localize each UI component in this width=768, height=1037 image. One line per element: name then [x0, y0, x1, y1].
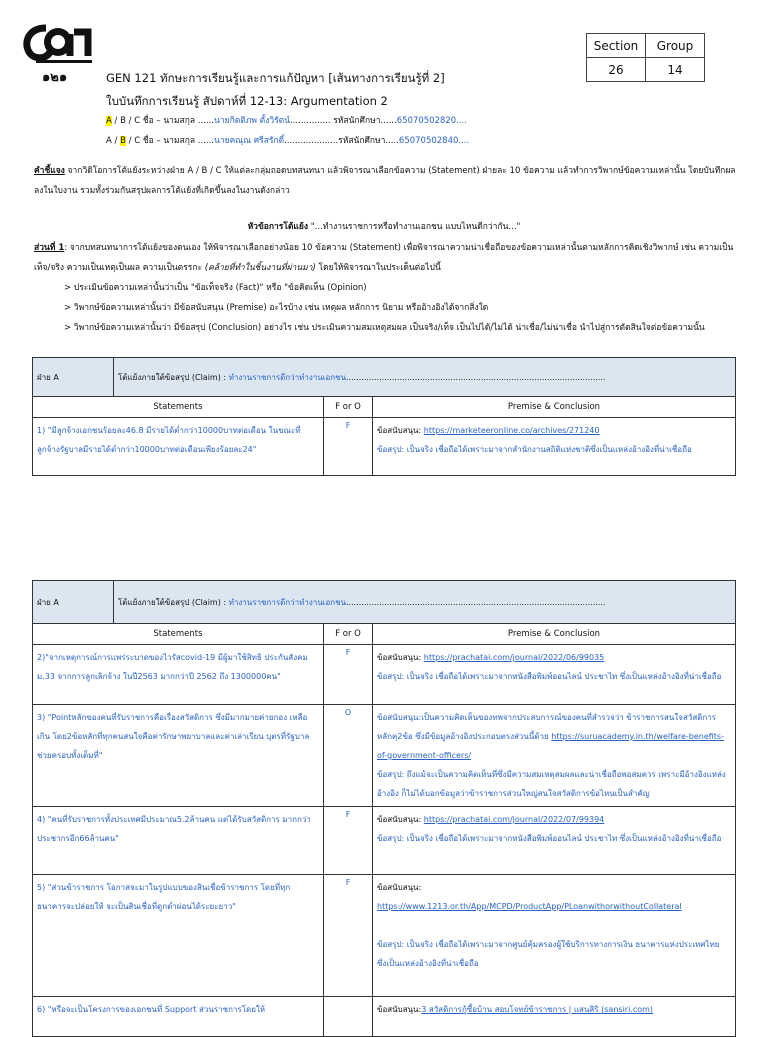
side-b-highlight: B	[120, 136, 126, 146]
table-row	[33, 997, 736, 1037]
group-label: Group	[646, 34, 705, 58]
claim-row: โต้แย้งภายใต้ข้อสรุป (Claim) : ทำงานราชการดีกว่าทำงานเอกชน......................................................................................................	[114, 581, 736, 624]
section-group-table	[586, 33, 705, 82]
statement-cell: 6) "หรือจะเป็นโครงการของเอกชนที่ Support ส่วนราชการโดยให้	[33, 997, 324, 1037]
table-row	[33, 875, 736, 997]
bullet-item: > ประเมินข้อความเหล่านั้นว่าเป็น "ข้อเท็จจริง (Fact)" หรือ "ข้อคิดเห็น (Opinion)	[64, 283, 367, 293]
instructions: คำชี้แจง จากวิดิโอการโต้แย้งระหว่างฝ่าย A / B / C ให้แต่ละกลุ่มถอดบทสนทนา แล้วพิจารณาเลือกข้อความ (Statement) ฝ่ายละ 10 ข้อความ แล้วทำการวิพากษ์ข้อความเหล่านั้น โดยบันทึกผลลงในใบงาน รวมทั้งร่วมกันสรุปผลการโต้แย้งที่เกิดขึ้นลงในงานดังกล่าว	[34, 166, 736, 196]
part-1-label: ส่วนที่ 1	[34, 243, 65, 253]
statement-cell: 5) "ส่วนข้าราชการ โอกาสจะมาในรูปแบบของสินเชื่อข้าราชการ โดยที่ทุก ธนาคารจะปล่อยให้ จะเป็นสินเชื่อที่ดูกต่ำผ่อนได้ระยะยาว"	[33, 875, 324, 997]
debate-topic: หัวข้อการโต้แย้ง "...ทำงานราชการหรือทำงานเอกชน แบบไหนดีกว่ากัน..."	[247, 222, 521, 232]
side-label: ฝ่าย A	[33, 581, 114, 624]
col-f-or-o: F or O	[324, 624, 373, 645]
col-premise-conclusion: Premise & Conclusion	[373, 624, 736, 645]
statement-cell: 3) "Pointหลักของคนที่รับราชการคือเรื่องสวัสดิการ ซึ่งมีมากมายค่ายกอง เหลือเกิน โดย2ข้อหลักที่ทุกคนสนใจคือค่ารักษาพยาบาลและค่าเล่าเรียน บุตรที่รัฐบาลช่วยครอบทั้งเต็มที่"	[33, 705, 324, 807]
table-row	[33, 705, 736, 807]
source-link[interactable]: https://prachatai.com/journal/2022/06/99035	[423, 653, 605, 662]
premise-cell: ข้อสนับสนุน: https://prachatai.com/journal/2022/07/99394 ข้อสรุป: เป็นจริง เชื่อถือได้เพราะมาจากหนังสือพิมพ์ออนไลน์ ประชาไท ซึ่งเป็นแหล่งอ้างอิงที่น่าเชื่อถือ	[373, 807, 736, 875]
source-link[interactable]: https://www.1213.or.th/App/MCPD/ProductApp/PLoanwithorwithoutCollateral	[377, 902, 682, 911]
section-value: 26	[587, 58, 646, 82]
student-2-name: นายคณุณ ศรีสรักดิ์	[214, 136, 285, 146]
col-statements: Statements	[33, 397, 324, 418]
statement-cell: 2)"จากเหตุการณ์การแพร่ระบาดของไวรัสcovid-19 มีผู้มาใช้สิทธิ ประกันสังคมม.33 จากการลูกเลิกจ้าง ในปี2563 มากกว่าปี 2562 ถึง 1300000คน"	[33, 645, 324, 705]
instructions-label: คำชี้แจง	[34, 166, 65, 176]
premise-cell: ข้อสนับสนุน: https://prachatai.com/journal/2022/06/99035 ข้อสรุป: เป็นจริง เชื่อถือได้เพราะมาจากหนังสือพิมพ์ออนไลน์ ประชาไท ซึ่งเป็นแหล่งอ้างอิงที่น่าเชื่อถือ	[373, 645, 736, 705]
premise-cell: ข้อสนับสนุน:เป็นความคิดเห็นของทพจากประสบการณ์ของคนที่สำรวจว่า ข้าราชการสนใจสวัสดิการหลักคุ2ข้อ ซึ่งมีข้อมูลอ้างอิงประกอบตรงส่วนนี้ด้วย https://suruacademy.in.th/welfare-benefits-of-government-officers/ ข้อสรุป: ถึงแม้จะเป็นความคิดเห็นที่ซึ่งมีความสมเหตุสมผลและน่าเชื่อถือพอสมควร เพราะมีอ้างอิงแหล่งอ้างอิง ก็ไม่ได้บอกข้อมูลว่าข้าราชการส่วนใหญ่สนใจสวัสดิการข้อไหนเป็นสำคัญ	[373, 705, 736, 807]
premise-cell: ข้อสนับสนุน: https://marketeeronline.co/archives/271240 ข้อสรุป: เป็นจริง เชื่อถือได้เพราะมาจากสำนักงานสถิติแห่งชาติซึ่งเป็นแหล่งอ้างอิงที่น่าเชื่อถือ	[373, 418, 736, 476]
table-row	[33, 807, 736, 875]
fo-cell: O	[324, 705, 373, 807]
topic-label: หัวข้อการโต้แย้ง	[247, 222, 309, 232]
source-link[interactable]: https://prachatai.com/journal/2022/07/99394	[423, 815, 605, 824]
col-premise-conclusion: Premise & Conclusion	[373, 397, 736, 418]
student-2-id: 65070502840....	[398, 136, 470, 146]
fo-cell: F	[324, 645, 373, 705]
student-1-line: A / B / C ชื่อ – นามสกุล ......นายกิตติภพ ตั้งวิรัตน์............... รหัสนักศึกษา......65070502820....	[106, 116, 467, 126]
table-row	[33, 418, 736, 476]
premise-cell: ข้อสนับสนุน:3 สวัสดิการกู้ซื้อบ้าน สอบโจทย์ข้าราชการ | แสนสิริ (sansiri.com)	[373, 997, 736, 1037]
fo-cell: F	[324, 418, 373, 476]
record-title: ใบบันทึกการเรียนรู้ สัปดาห์ที่ 12-13: Argumentation 2	[106, 94, 388, 108]
col-statements: Statements	[33, 624, 324, 645]
group-value: 14	[646, 58, 705, 82]
claim-value: ทำงานราชการดีกว่าทำงานเอกชน	[228, 597, 347, 607]
statement-cell: 1) "มีลูกจ้างเอกชนร้อยละ46.8 มีรายได้ต่ำกว่า10000บาทต่อเดือน ในขณะที่ลูกจ้างรัฐบาลมีรายได้ต่ำกว่า10000บาทต่อเดือนเพียงร้อยละ24"	[33, 418, 324, 476]
source-link[interactable]: 3 สวัสดิการกู้ซื้อบ้าน สอบโจทย์ข้าราชการ | แสนสิริ (sansiri.com)	[421, 1005, 654, 1014]
part-1: ส่วนที่ 1: จากบทสนทนาการโต้แย้งของตนเอง ให้พิจารณาเลือกอย่างน้อย 10 ข้อความ (Statement) เพื่อพิจารณาความน่าเชื่อถือของข้อความเหล่านั้นตามหลักการคิดเชิงวิพากษ์ เช่น ความเป็นเท็จ/จริง ความเป็นเหตุเป็นผล ความเป็นตรรกะ (คล้ายที่ทำในชิ้นงานที่ผ่านมา) โดยให้พิจารณาในประเด็นต่อไปนี้ > ประเมินข้อความเหล่านั้นว่าเป็น "ข้อเท็จจริง (Fact)" หรือ "ข้อคิดเห็น (Opinion) > วิพากษ์ข้อความเหล่านั้นว่า มีข้อสนับสนุน (Premise) อะไรบ้าง เช่น เหตุผล หลักการ นิยาม หรืออ้างอิงได้จากสิ่งใด > วิพากษ์ข้อความเหล่านั้นว่า มีข้อสรุป (Conclusion) อย่างไร เช่น ประเมินความสมเหตุสมผล เป็นจริง/เท็จ เป็นไปได้/ไม่ได้ น่าเชื่อ/ไม่น่าเชื่อ นำไปสู่การตัดสินใจต่อข้อความนั้น	[34, 238, 740, 338]
claim-value: ทำงานราชการดีกว่าทำงานเอกชน	[228, 372, 347, 382]
side-a-highlight: A	[106, 116, 112, 126]
source-link[interactable]: https://marketeeronline.co/archives/271240	[423, 426, 600, 435]
fo-cell: F	[324, 807, 373, 875]
statement-cell: 4) "คนที่รับราชการทั้งประเทศมีประมาณ5.2ล้านคน แต่ได้รับสวัสดิการ มากกว่าประชากรอีก66ล้านคน"	[33, 807, 324, 875]
student-1-id: 65070502820....	[396, 116, 467, 126]
logo-number: ๑๒๑	[42, 70, 68, 85]
table-row	[33, 645, 736, 705]
claim-row: โต้แย้งภายใต้ข้อสรุป (Claim) : ทำงานราชการดีกว่าทำงานเอกชน......................................................................................................	[114, 358, 736, 397]
student-2-line: A / B / C ชื่อ – นามสกุล ......นายคณุณ ศรีสรักดิ์....................รหัสนักศึกษา.....65070502840....	[106, 136, 470, 146]
fo-cell	[324, 997, 373, 1037]
source-link[interactable]: https://suruacademy.in.th/welfare-benefits-of-government-officers/	[377, 732, 724, 760]
side-label: ฝ่าย A	[33, 358, 114, 397]
statements-table-2	[32, 580, 736, 1037]
section-label: Section	[587, 34, 646, 58]
premise-cell: ข้อสนับสนุน: https://www.1213.or.th/App/MCPD/ProductApp/PLoanwithorwithoutCollateral ข้อสรุป: เป็นจริง เชื่อถือได้เพราะมาจากศูนย์คุ้มครองผู้ใช้บริการทางการเงิน ธนาคารแห่งประเทศไทย ซึ่งเป็นแหล่งอ้างอิงที่น่าเชื่อถือ	[373, 875, 736, 997]
student-1-name: นายกิตติภพ ตั้งวิรัตน์	[214, 116, 291, 126]
statements-table-1	[32, 357, 736, 476]
course-title: GEN 121 ทักษะการเรียนรู้และการแก้ปัญหา [เส้นทางการเรียนรู้ที่ 2]	[106, 71, 445, 85]
fo-cell: F	[324, 875, 373, 997]
bullet-item: > วิพากษ์ข้อความเหล่านั้นว่า มีข้อสรุป (Conclusion) อย่างไร เช่น ประเมินความสมเหตุสมผล เป็นจริง/เท็จ เป็นไปได้/ไม่ได้ น่าเชื่อ/ไม่น่าเชื่อ นำไปสู่การตัดสินใจต่อข้อความนั้น	[64, 323, 705, 333]
col-f-or-o: F or O	[324, 397, 373, 418]
bullet-item: > วิพากษ์ข้อความเหล่านั้นว่า มีข้อสนับสนุน (Premise) อะไรบ้าง เช่น เหตุผล หลักการ นิยาม หรืออ้างอิงได้จากสิ่งใด	[64, 303, 489, 313]
